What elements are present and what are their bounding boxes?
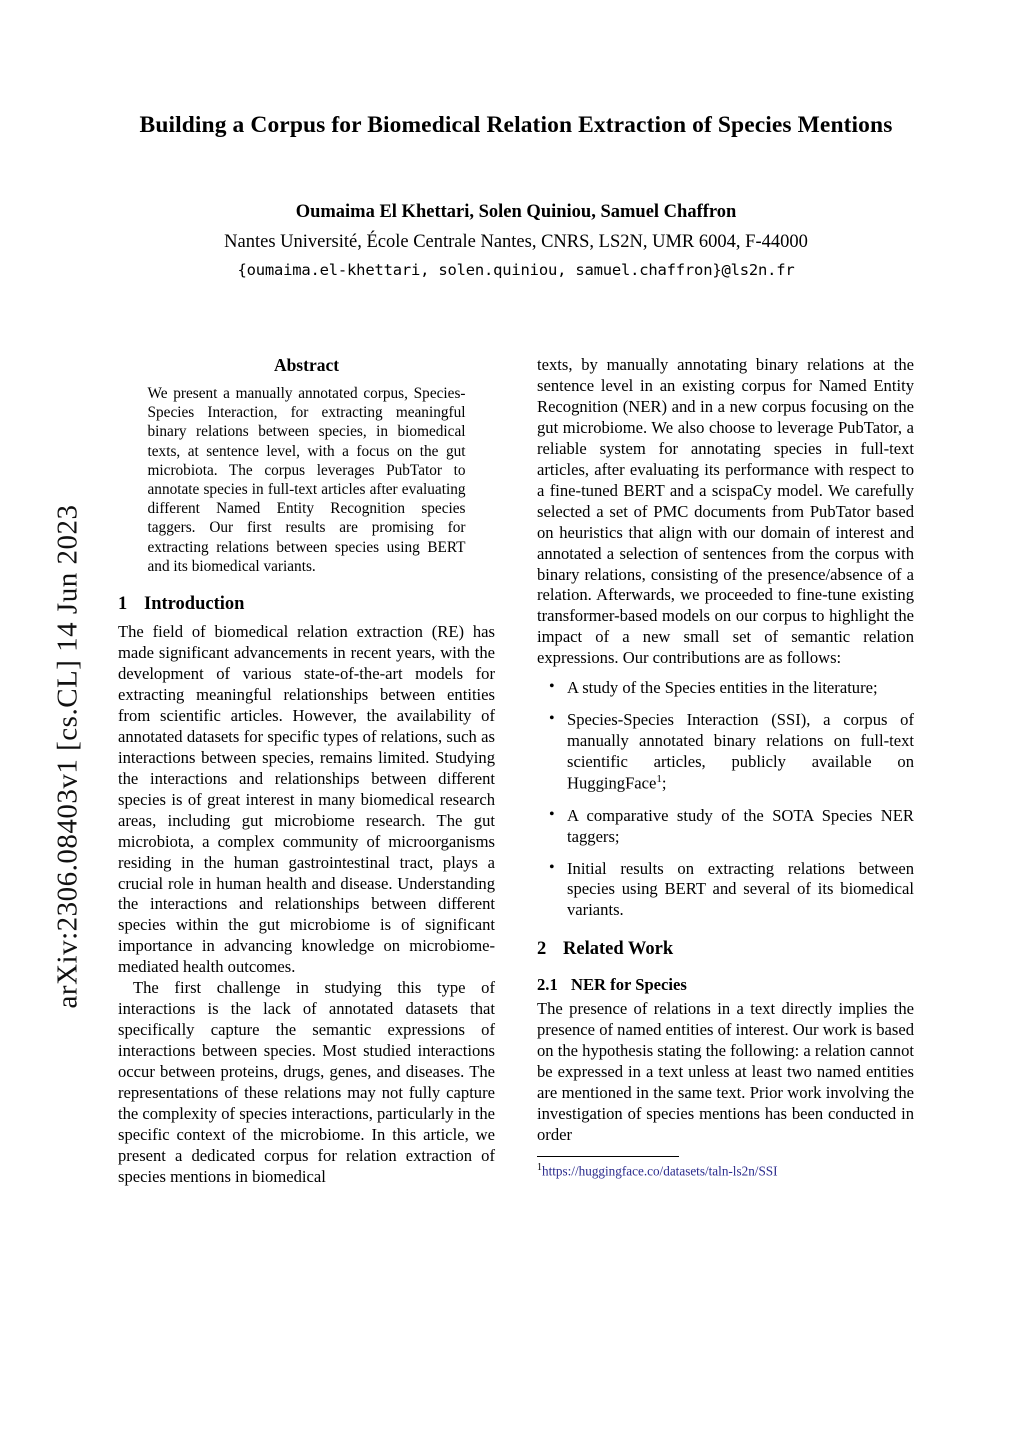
list-item: [537, 678, 914, 699]
section-heading-related-work: [537, 938, 914, 960]
paper-header: [118, 110, 914, 279]
footnote-ref[interactable]: 1: [656, 773, 662, 786]
subsection-number: 2.1: [537, 974, 558, 994]
intro-paragraph-2-continued: texts, by manually annotating binary relations at the sentence level in an existing corpus for Named Entity Recognition (NER) and in a new corpus focusing on the gut microbiome. We also choose to leverage PubTator, a reliable system for annotating species in full-text articles, after evaluating its performance with respect to a fine-tuned BERT and a scispaCy model. We carefully selected a set of PMC documents from PubTator based on heuristics that align with our domain of interest and annotated a selection of sentences from the corpus with binary relations, consisting of the presence/absence of a relation. Afterwards, we proceeded to fine-tune existing transformer-based models on our corpus to highlight the impact of a new small set of semantic relation expressions. Our contributions are as follows:: [537, 355, 914, 668]
left-column: [118, 355, 495, 1188]
contribution-text: Initial results on extracting relations between species using BERT and several of its biomedical variants.: [567, 858, 914, 920]
list-item: • Species-Species Interaction (SSI), a corpus of manually annotated binary relations on full-text scientific articles, publicly available on HuggingFace$^1$;: [537, 710, 914, 794]
list-item: [537, 806, 914, 848]
contributions-list: [537, 678, 914, 921]
two-column-body: [118, 355, 914, 1365]
footnote-link[interactable]: https://huggingface.co/datasets/taln-ls2n/SSI: [542, 1163, 778, 1179]
author-list: Oumaima El Khettari, Solen Quiniou, Samuel Chaffron: [295, 201, 737, 222]
footnote-marker: 1: [537, 1162, 542, 1174]
arxiv-stamp: arXiv:2306.08403v1 [cs.CL] 14 Jun 2023: [51, 504, 84, 1009]
section-title: Related Work: [563, 939, 674, 960]
intro-paragraph-2: The first challenge in studying this type of interactions is the lack of annotated datasets that specifically capture the semantic expressions of interactions between species. Most studied interactions occur between proteins, drugs, genes, and diseases. The representations of these relations may not fully capture the complexity of species interactions, particularly in the specific context of the microbiome. In this article, we present a dedicated corpus for relation extraction of species mentions in biomedical: [118, 978, 495, 1186]
abstract-heading: Abstract: [273, 355, 340, 375]
ner-species-paragraph-1: The presence of relations in a text directly implies the presence of named entities of interest. Our work is based on the hypothesis stating the following: a relation cannot be expressed in a text unless at least two named entities are mentioned in the same text. Prior work involving the investigation of species mentions has been conducted in order: [537, 999, 914, 1145]
footnote-divider: [537, 1156, 679, 1157]
email-addresses: {oumaima.el-khettari, solen.quiniou, samuel.chaffron}@ls2n.fr: [237, 261, 795, 280]
abstract-text: We present a manually annotated corpus, Species-Species Interaction, for extracting meaningful binary relations between species, in biomedical texts, at sentence level, with a focus on the gut microbiota. The corpus leverages PubTator to annotate species in full-text articles after evaluating different Named Entity Recognition species taggers. Our first results are promising for extracting relations between species using BERT and its biomedical variants.: [147, 385, 466, 575]
section-number: 2: [537, 939, 547, 960]
subsection-heading-ner-for-species: [537, 975, 914, 995]
page-title: Building a Corpus for Biomedical Relation Extraction of Species Mentions: [139, 112, 893, 138]
contribution-text: A comparative study of the SOTA Species NER taggers;: [567, 805, 914, 846]
contribution-text: Species-Species Interaction (SSI), a corpus of manually annotated binary relations on full-text scientific articles, publicly available on HuggingFace: [567, 710, 914, 793]
right-column: [537, 355, 914, 1180]
contribution-text: A study of the Species entities in the literature;: [567, 678, 878, 698]
list-item: [537, 859, 914, 922]
footnote: [537, 1162, 914, 1180]
intro-paragraph-1: The field of biomedical relation extraction (RE) has made significant advancements in recent years, with the development of various state-of-the-art models for extracting meaningful relationships between entities from scientific articles. However, the availability of annotated datasets for specific types of relations, such as interactions between species, remains limited. Studying the interactions and relationships between different species is of great interest in many biomedical research areas, including gut microbiome research. The gut microbiota, a complex community of microorganisms residing in the human gastrointestinal tract, plays a crucial role in human health and disease. Understanding the interactions and relationships between different species within the gut microbiome is of significant importance in advancing knowledge on microbiome-mediated health outcomes.: [118, 622, 495, 977]
section-heading-introduction: [118, 593, 495, 615]
section-title: Introduction: [144, 593, 245, 614]
affiliation: Nantes Université, École Centrale Nantes, CNRS, LS2N, UMR 6004, F-44000: [224, 232, 808, 253]
subsection-title: NER for Species: [571, 974, 687, 994]
section-number: 1: [118, 593, 128, 614]
